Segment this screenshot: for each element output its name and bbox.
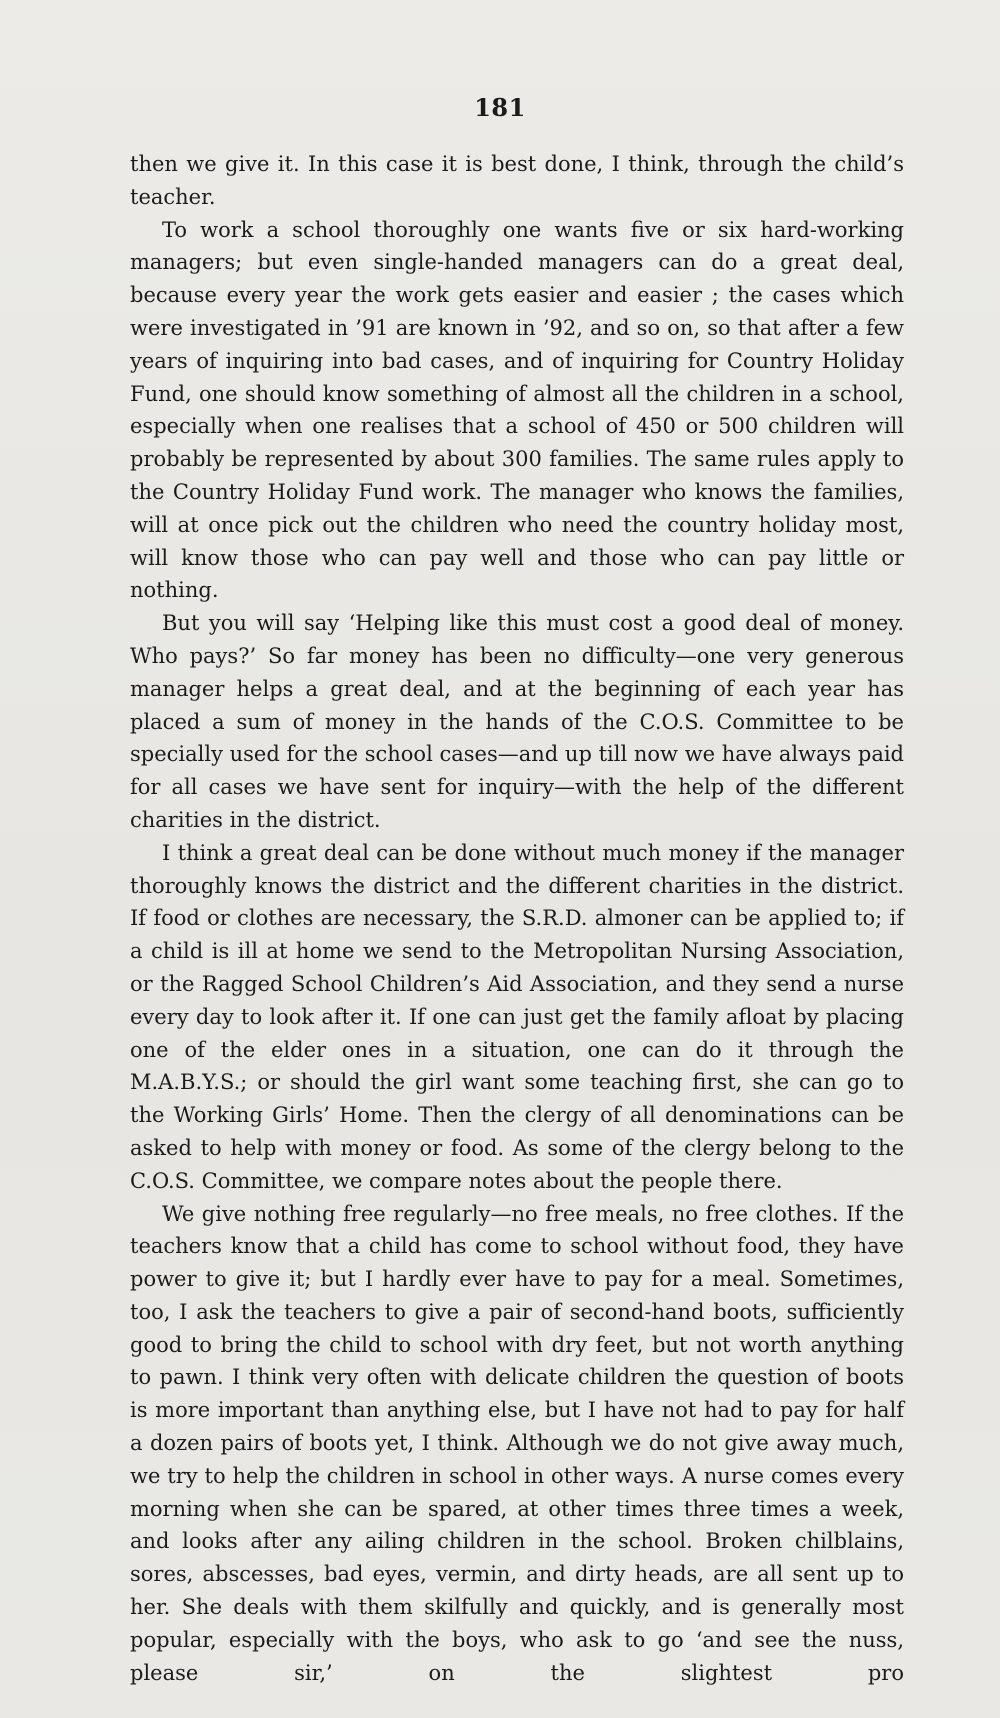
paragraph-nothing-free: We give nothing free regularly—no free meals, no free clothes. If the teachers know that a child has come to school without food, they have power to give it; but I hardly ever have to pay for a meal. Sometimes, too, I ask the teachers to give a pair of second-hand boots, sufficiently good to bring the child to school with dry feet, but not worth anything to pawn. I think very often with delicate children the question of boots is more important than anything else, but I have not had to pay for half a dozen pairs of boots yet, I think. Although we do not give away much, we try to help the children in school in other ways. A nurse comes every morning when she can be spared, at other times three times a week, and looks after any ailing children in the school. Broken chilblains, sores, abscesses, bad eyes, vermin, and dirty heads, are all sent up to her. She deals with them skilfully and quickly, and is generally most popular, especially with the boys, who ask to go ‘and see the nuss, please sir,’ on the slightest pro — [130, 1201, 904, 1685]
page-number: 181 — [474, 93, 526, 122]
paragraph-continuation: then we give it. In this case it is best done, I think, through the child’s teacher. — [130, 152, 904, 209]
paragraph-school-managers: To work a school thoroughly one wants five or six hard-working managers; but even single-handed managers can do a great deal, because every year the work gets easier and easier ; the cases which were investigated in ’91 are known in ’92, and so on, so that after a few years of inquiring into bad cases, and of inquiring for Country Holiday Fund, one should know something of almost all the children in a school, especially when one realises that a school of 450 or 500 children will probably be represented by about 300 families. The same rules apply to the Country Holiday Fund work. The manager who knows the families, will at once pick out the children who need the country holiday most, will know those who can pay well and those who can pay little or nothing. — [130, 217, 904, 603]
paragraph-charities: I think a great deal can be done without much money if the manager thoroughly knows the district and the different charities in the district. If food or clothes are necessary, the S.R.D. almoner can be applied to; if a child is ill at home we send to the Metropolitan Nursing Association, or the Ragged School Children’s Aid Association, and they send a nurse every day to look after it. If one can just get the family afloat by placing one of the elder ones in a situation, one can do it through the M.A.B.Y.S.; or should the girl want some teaching first, she can go to the Working Girls’ Home. Then the clergy of all denominations can be asked to help with money or food. As some of the clergy belong to the C.O.S. Committee, we compare notes about the people there. — [130, 840, 904, 1193]
body-text — [130, 148, 904, 1689]
paragraph-who-pays: But you will say ‘Helping like this must cost a good deal of money. Who pays?’ So far money has been no difficulty—one very generous manager helps a great deal, and at the beginning of each year has placed a sum of money in the hands of the C.O.S. Committee to be specially used for the school cases—and up till now we have always paid for all cases we have sent for inquiry—with the help of the different charities in the district. — [130, 611, 904, 832]
